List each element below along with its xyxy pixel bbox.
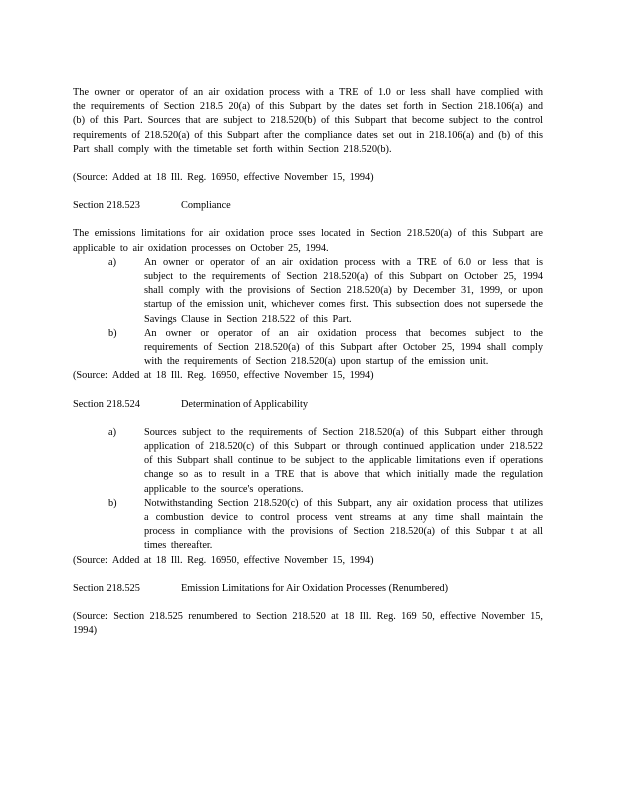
intro-paragraph: The owner or operator of an air oxidation process with a TRE of 1.0 or less shall have complied with the requirements of Section 218.5 20(a) of this Subpart by the dates set forth in Section 218.106(a) and (b) of this Part. Sources that are subject to 218.520(b) of this Subpart that become subject to the control requirements of 218.520(a) of this Subpart after the compliance dates set out in 218.106(a) and (b) of this Part shall comply with the timetable set forth within Section 218.520(b). [73, 87, 543, 155]
section-524-list [73, 426, 543, 554]
source-note: (Source: Added at 18 Ill. Reg. 16950, effective November 15, 1994) [73, 370, 374, 382]
list-text: Notwithstanding Section 218.520(c) of this Subpart, any air oxidation process that utilizes a combustion device to control process vent streams at any time shall maintain the process in compliance with the provisions of Section 218.520(a) of this Subpar t at all times thereafter. [144, 497, 543, 552]
list-text: An owner or operator of an air oxidation process that becomes subject to the requirements of Section 218.520(a) of this Subpart after October 25, 1994 shall comply with the requirements of Section 218.520(a) upon startup of the emission unit. [144, 327, 543, 368]
section-heading-523 [73, 199, 543, 213]
section-number: Section 218.525 [73, 582, 140, 594]
source-note: (Source: Added at 18 Ill. Reg. 16950, effective November 15, 1994) [73, 172, 374, 184]
section-title: Compliance [181, 200, 231, 212]
source-note: (Source: Added at 18 Ill. Reg. 16950, effective November 15, 1994) [73, 554, 374, 566]
section-number: Section 218.523 [73, 200, 140, 212]
section-title: Emission Limitations for Air Oxidation Processes (Renumbered) [181, 582, 449, 594]
section-523-body: The emissions limitations for air oxidation proce sses located in Section 218.520(a) of this Subpart are applicable to air oxidation processes on October 25, 1994. [73, 228, 543, 254]
list-text: Sources subject to the requirements of Section 218.520(a) of this Subpart either through application of 218.520(c) of this Subpart or through continued application under 218.522 of this Subpart shall continue to be subject to the applicable limitations even if operations change so as to result in a TRE that is above that which initially made the regulation applicable to the source's operations. [144, 426, 543, 495]
section-heading-525 [73, 582, 543, 596]
list-marker: b) [108, 497, 117, 509]
list-marker: a) [108, 256, 116, 268]
list-text: An owner or operator of an air oxidation process with a TRE of 6.0 or less that is subject to the requirements of Section 218.520(a) of this Subpart on October 25, 1994 shall comply with the provisions of Section 218.520(a) by December 31, 1999, or upon startup of the emission unit, whichever comes first. This subsection does not supersede the Savings Clause in Section 218.522 of this Part. [144, 256, 544, 325]
list-marker: a) [108, 426, 116, 438]
source-note: (Source: Section 218.525 renumbered to Section 218.520 at 18 Ill. Reg. 169 50, effective November 15, 1994) [73, 611, 543, 637]
list-item [73, 327, 543, 370]
section-heading-524 [73, 398, 543, 412]
section-title: Determination of Applicability [181, 398, 308, 410]
list-item [73, 497, 543, 554]
document-page [73, 86, 543, 639]
list-item [73, 426, 543, 497]
list-marker: b) [108, 327, 117, 339]
section-number: Section 218.524 [73, 398, 140, 410]
section-523-list [73, 256, 543, 370]
list-item [73, 256, 543, 327]
